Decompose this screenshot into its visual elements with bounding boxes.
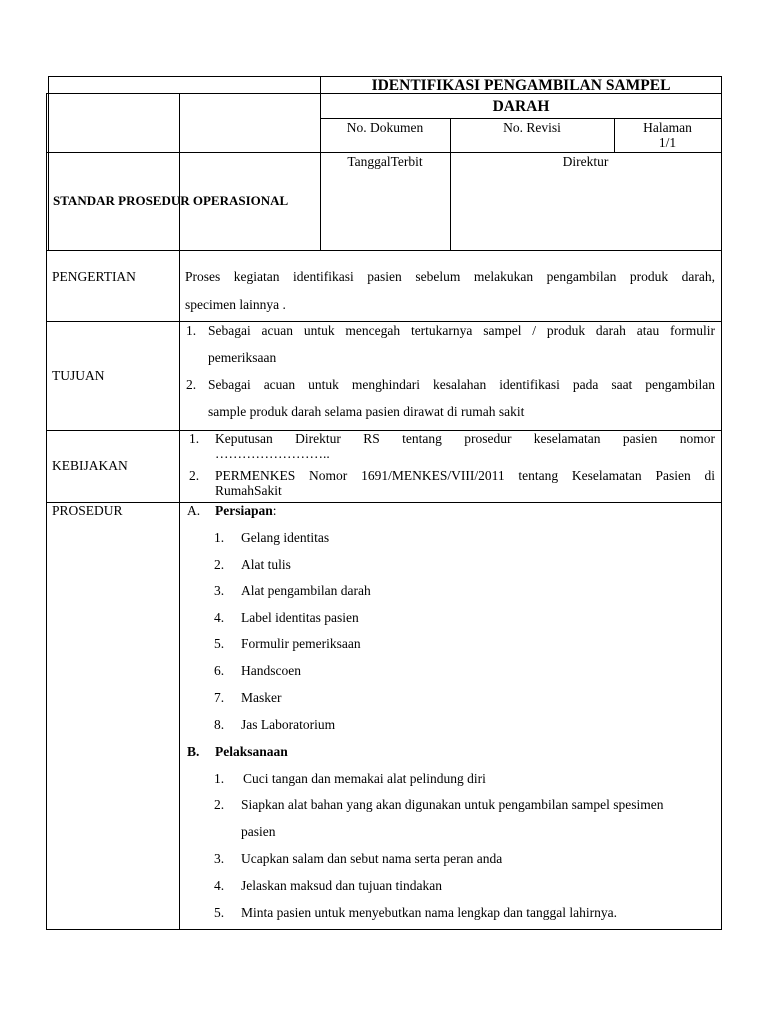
list-item: Formulir pemeriksaan [241,636,361,651]
list-item: Jelaskan maksud dan tujuan tindakan [241,878,442,893]
list-item: Masker [241,690,282,705]
list-item-number: 2. [214,797,225,812]
list-item: Siapkan alat bahan yang akan digunakan untuk pengambilan sampel spesimen [241,797,664,812]
list-item-number: 7. [214,690,225,705]
doc-info-bottom-border [46,152,722,153]
list-item: Gelang identitas [241,530,330,545]
list-item: Minta pasien untuk menyebutkan nama lengkap dan tanggal lahirnya. [241,905,618,920]
section-b-title: Pelaksanaan [215,744,288,759]
pengertian-label: PENGERTIAN [52,269,136,284]
list-item-number: 3. [214,583,225,598]
list-item: Label identitas pasien [241,610,359,625]
kebijakan-item2-line2: RumahSakit [215,483,282,498]
prosedur-label: PROSEDUR [52,503,123,518]
table-left-border [46,93,47,930]
no-revisi-label: No. Revisi [503,120,561,135]
list-item: Alat tulis [241,557,291,572]
kebijakan-label: KEBIJAKAN [52,458,128,473]
tujuan-item1-number: 1. [186,323,197,338]
list-item: Ucapkan salam dan sebut nama serta peran anda [241,851,503,866]
tujuan-item2-line1: Sebagai acuan untuk menghindari kesalahan identifikasi pada saat pengambilan [208,377,715,392]
section-b-letter: B. [187,744,200,759]
tanggal-terbit-label: TanggalTerbit [347,154,423,169]
list-item-number: 1. [214,771,225,786]
list-item-number: 1. [214,530,225,545]
section-a-heading [215,503,277,519]
table-right-border [721,76,722,930]
list-item-number: 4. [214,878,225,893]
list-item: Alat pengambilan darah [241,583,371,598]
header-top-border [48,76,722,77]
kebijakan-item1-line2: …………………….. [215,446,330,461]
document-title-line1: IDENTIFIKASI PENGAMBILAN SAMPEL [371,78,671,92]
list-item: Handscoen [241,663,301,678]
header-bottom-border [46,250,722,251]
kebijakan-item2-number: 2. [189,468,200,483]
list-item-number: 5. [214,636,225,651]
section-a-colon: : [272,503,277,518]
tujuan-item1-line1: Sebagai acuan untuk mencegah tertukarnya sampel / produk darah atau formulir [208,323,715,338]
title-bottom-border [320,118,722,119]
header-inner-border [46,93,722,94]
direktur-left-border [450,118,451,251]
tujuan-item1-line2: pemeriksaan [208,350,277,365]
kebijakan-bottom-border [46,502,722,503]
halaman-label: Halaman [643,120,692,135]
list-item-number: 4. [214,610,225,625]
list-item-number: 2. [214,557,225,572]
section-a-letter: A. [187,503,201,518]
list-item: Jas Laboratorium [241,717,336,732]
sop-label: STANDAR PROSEDUR OPERASIONAL [53,193,289,208]
tujuan-item2-number: 2. [186,377,197,392]
list-item: Cuci tangan dan memakai alat pelindung diri [243,771,486,786]
tujuan-label: TUJUAN [52,368,105,383]
pengertian-bottom-border [46,321,722,322]
pengertian-text-line2: specimen lainnya . [185,297,286,312]
list-item-number: 3. [214,851,225,866]
document-title-line2: DARAH [492,98,550,115]
kebijakan-item2-line1: PERMENKES Nomor 1691/MENKES/VIII/2011 tentang Keselamatan Pasien di [215,468,715,483]
kebijakan-item1-number: 1. [189,431,200,446]
table-bottom-border [46,929,722,930]
list-item-number: 8. [214,717,225,732]
direktur-label: Direktur [562,154,609,169]
pengertian-text-line1: Proses kegiatan identifikasi pasien sebelum melakukan pengambilan produk darah, [185,269,715,284]
list-item-continuation: pasien [241,824,276,839]
header-left-outer-border [48,76,49,251]
no-dokumen-label: No. Dokumen [346,120,424,135]
label-column-border [179,93,180,930]
section-a-title: Persiapan [215,503,273,518]
kebijakan-item1-line1: Keputusan Direktur RS tentang prosedur keselamatan pasien nomor [215,431,715,446]
halaman-value: 1/1 [658,135,677,150]
list-item-number: 5. [214,905,225,920]
list-item-number: 6. [214,663,225,678]
tujuan-item2-line2: sample produk darah selama pasien dirawat di rumah sakit [208,404,525,419]
